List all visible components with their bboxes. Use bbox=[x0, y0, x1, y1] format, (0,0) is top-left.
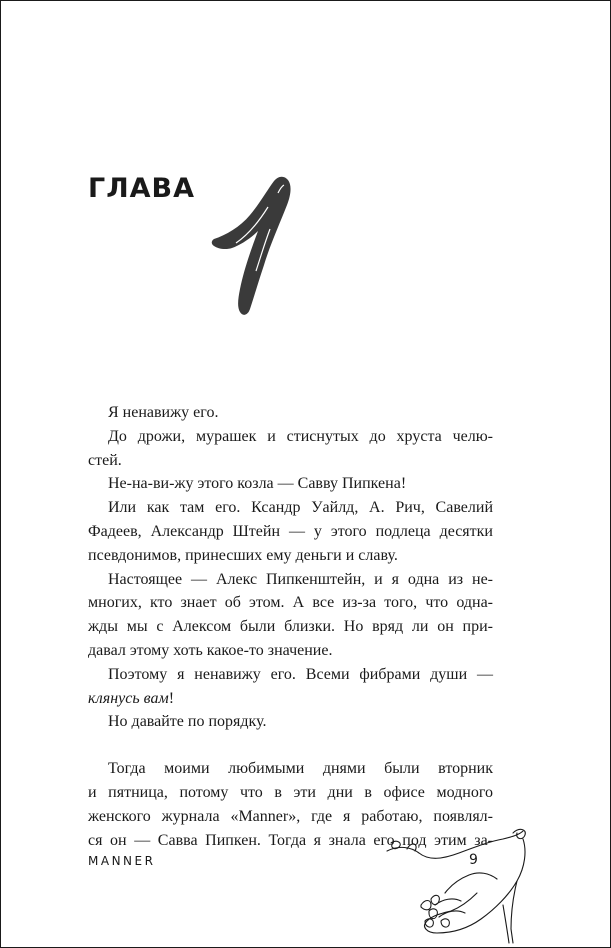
paragraph-line: и пятница, потому что в эти дни в офисе модного bbox=[88, 783, 493, 801]
exclamation-mark: ! bbox=[168, 689, 175, 707]
paragraph-line: Или как там его. Ксандр Уайлд, А. Рич, Савелий bbox=[108, 499, 493, 517]
chapter-body-text bbox=[88, 401, 493, 852]
paragraph-gap bbox=[88, 734, 493, 757]
paragraph-line: Я ненавижу его. bbox=[108, 404, 219, 421]
chapter-label: ГЛАВА bbox=[88, 173, 196, 204]
paragraph-line: стей. bbox=[88, 451, 122, 469]
paragraph-line: жды мы с Алексом были близки. Но вряд ли он при- bbox=[88, 618, 493, 636]
italic-phrase: клянусь вам bbox=[88, 689, 169, 707]
paragraph-line: Но давайте по порядку. bbox=[108, 713, 267, 731]
footer-brand: MANNER bbox=[88, 854, 156, 868]
paragraph-line: давал этому хоть какое-то значение. bbox=[88, 641, 333, 659]
paragraph-line: многих, кто знает об этом. А все из-за того, что одна- bbox=[88, 594, 493, 612]
paragraph-line: женского журнала «Manner», где я работаю, появлял- bbox=[88, 807, 493, 825]
paragraph-line: ся он — Савва Пипкен. Тогда я знала его под этим за- bbox=[88, 831, 493, 849]
paragraph-line: Тогда моими любимыми днями были вторник bbox=[108, 760, 493, 778]
page-number: 9 bbox=[469, 852, 478, 868]
paragraph-line: Настоящее — Алекс Пипкенштейн, и я одна из не- bbox=[108, 570, 493, 588]
paragraph-line: Не-на-ви-жу этого козла — Савву Пипкена! bbox=[108, 475, 407, 493]
paragraph-line: До дрожи, мурашек и стиснутых до хруста челю- bbox=[108, 427, 493, 445]
chapter-number-one bbox=[206, 171, 306, 321]
paragraph-line: Фадеев, Александр Штейн — у этого подлеца десятки bbox=[88, 522, 493, 540]
paragraph-line-italic bbox=[88, 687, 493, 711]
high-heel-shoe-icon bbox=[385, 821, 535, 947]
paragraph-line: Поэтому я ненавижу его. Всеми фибрами души — bbox=[108, 665, 493, 683]
paragraph-line: псевдонимов, принесших ему деньги и славу. bbox=[88, 546, 398, 564]
numeral-stroke bbox=[212, 177, 291, 315]
